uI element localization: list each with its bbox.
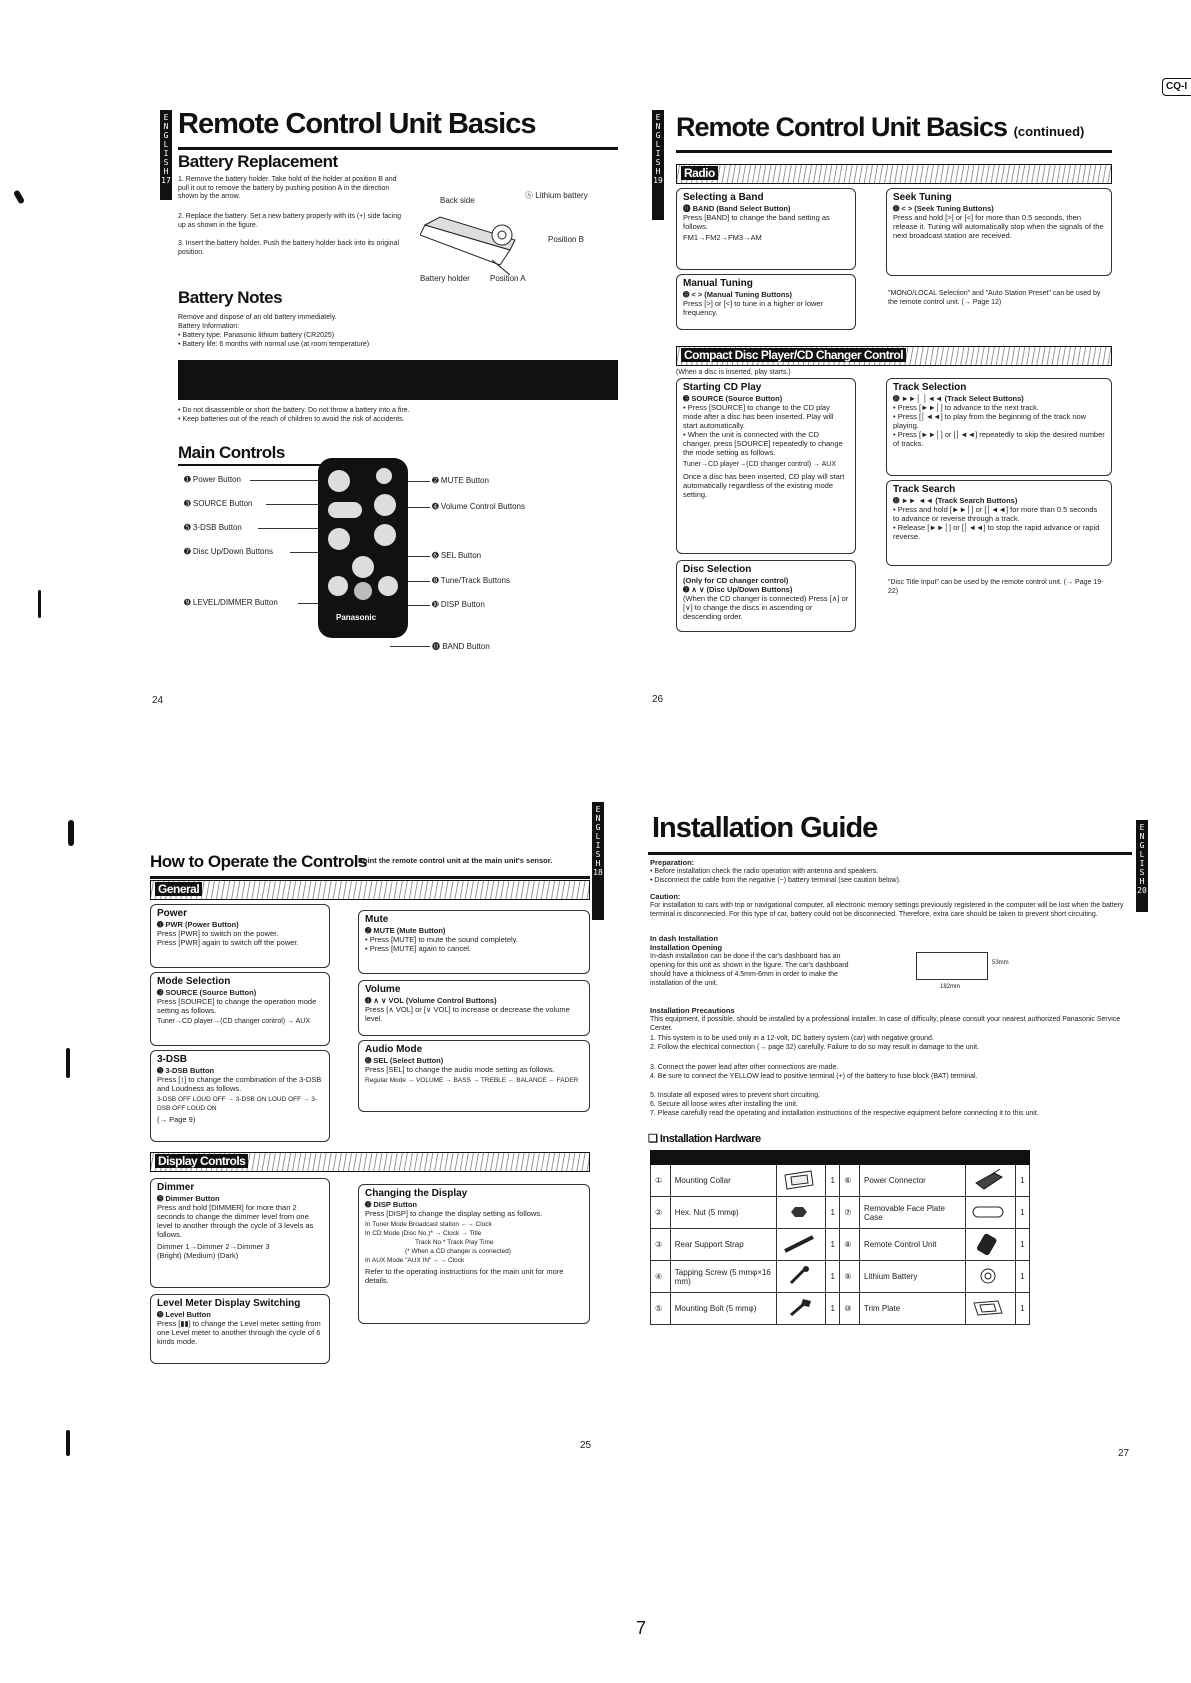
mute-bullet-1: • Press [MUTE] to mute the sound completely. bbox=[365, 935, 518, 944]
position-b-label: Position B bbox=[548, 235, 585, 244]
dsb-page-ref: (→ Page 9) bbox=[157, 1115, 196, 1124]
hw-num: ⑩ bbox=[840, 1293, 860, 1325]
hw-image-screw bbox=[776, 1261, 826, 1293]
starting-cd-sub: ➌ SOURCE (Source Button) bbox=[683, 394, 783, 403]
mute-bullet-2: • Press [MUTE] again to cancel. bbox=[365, 944, 471, 953]
hw-name: Trim Plate bbox=[860, 1293, 966, 1325]
caution-heading: Caution: bbox=[650, 892, 681, 901]
mute-title: Mute bbox=[365, 914, 389, 925]
battery-replacement-heading: Battery Replacement bbox=[178, 152, 338, 171]
button-tune-right bbox=[378, 576, 398, 596]
hw-image-strap bbox=[776, 1229, 826, 1261]
hw-qty: 1 bbox=[826, 1197, 840, 1229]
select-band-body: Press [BAND] to change the band setting as follows. bbox=[683, 213, 830, 231]
starting-cd-bullet-1: • Press [SOURCE] to change to the CD play mode after a disc has been inserted. Play will start automatically. bbox=[683, 403, 834, 430]
battery-step-2: 2. Replace the battery. Set a new battery properly with its (+) side facing up as shown in the figure. bbox=[178, 213, 402, 229]
battery-type: • Battery type: Panasonic lithium battery (CR2025) bbox=[178, 332, 335, 339]
button-vol-up bbox=[374, 494, 396, 516]
precaution-3: 3. Connect the power lead after other connections are made. bbox=[650, 1064, 839, 1071]
hw-qty: 1 bbox=[826, 1165, 840, 1197]
hw-qty: 1 bbox=[1015, 1261, 1029, 1293]
page-title: How to Operate the Controls bbox=[150, 852, 367, 871]
manual-tuning-sub: ➑ < > (Manual Tuning Buttons) bbox=[683, 290, 793, 299]
battery-holder-label: Battery holder bbox=[420, 274, 470, 283]
label-volume-buttons: ➍ Volume Control Buttons bbox=[432, 502, 525, 511]
label-disp-button: ➓ DISP Button bbox=[432, 600, 485, 609]
seek-tuning-body: Press and hold [>] or [<] for more than 0.5 seconds, then release it. Tuning will automatically stop when the signals of the next broadcast station are received. bbox=[893, 213, 1104, 240]
track-selection-bullet-3: • Press [►►│] or [│◄◄] repeatedly to skip the desired number of tracks. bbox=[893, 430, 1105, 448]
hardware-table bbox=[650, 1150, 1030, 1325]
dimmer-seq-1: Dimmer 1→Dimmer 2→Dimmer 3 bbox=[157, 1242, 270, 1251]
power-line-2: Press [PWR] again to switch off the power. bbox=[157, 938, 299, 947]
precaution-1: 1. This system is to be used only in a 12-volt, DC battery system (car) with negative ground. bbox=[650, 1035, 934, 1042]
audio-mode-title: Audio Mode bbox=[365, 1044, 423, 1055]
starting-cd-after: Once a disc has been inserted, CD play will start automatically regardless of the existing mode setting. bbox=[683, 472, 845, 499]
hw-image-trim bbox=[966, 1293, 1016, 1325]
volume-box bbox=[358, 980, 590, 1036]
precaution-2: 2. Follow the electrical connection (→ page 32) carefully. Failure to do so may result in damage to the unit. bbox=[650, 1044, 980, 1051]
select-band-sub: ⓫ BAND (Band Select Button) bbox=[683, 204, 791, 213]
hw-image-bolt bbox=[776, 1293, 826, 1325]
corner-tag: CQ-I bbox=[1162, 78, 1191, 96]
warning-bar bbox=[178, 360, 618, 400]
table-row bbox=[651, 1229, 1030, 1261]
disc-selection-box bbox=[676, 560, 856, 632]
dimmer-title: Dimmer bbox=[157, 1182, 195, 1193]
battery-caution-1: • Do not disassemble or short the battery. Do not throw a battery into a fire. bbox=[178, 407, 410, 414]
title-rule bbox=[150, 876, 590, 879]
leader-line bbox=[408, 481, 430, 482]
page-number: 27 bbox=[1118, 1448, 1130, 1459]
precautions-heading: Installation Precautions bbox=[650, 1006, 735, 1015]
dsb-title: 3-DSB bbox=[157, 1054, 188, 1065]
mute-sub: ➋ MUTE (Mute Button) bbox=[365, 926, 446, 935]
leader-line bbox=[408, 507, 430, 508]
starting-cd-title: Starting CD Play bbox=[683, 382, 762, 393]
precautions-intro: This equipment, if possible, should be installed by a professional installer. In case of difficulty, please consult your nearest authorized Panasonic Service Center. bbox=[650, 1016, 1121, 1032]
hw-num: ④ bbox=[651, 1261, 671, 1293]
title-rule bbox=[676, 150, 1112, 153]
hw-qty: 1 bbox=[1015, 1229, 1029, 1261]
page-number: 24 bbox=[152, 695, 164, 706]
track-selection-title: Track Selection bbox=[893, 382, 967, 393]
disc-selection-body: (When the CD changer is connected) Press [∧] or [∨] to change the discs in ascending or descending order. bbox=[683, 594, 849, 621]
seek-tuning-sub: ➑ < > (Seek Tuning Buttons) bbox=[893, 204, 994, 213]
label-sel-button: ➏ SEL Button bbox=[432, 551, 482, 560]
binder-mark bbox=[13, 189, 25, 204]
track-search-box bbox=[886, 480, 1112, 566]
hw-num: ③ bbox=[651, 1229, 671, 1261]
opening-heading: Installation Opening bbox=[650, 943, 723, 952]
preparation-1: • Before installation check the radio operation with antenna and speakers. bbox=[650, 868, 879, 875]
track-search-title: Track Search bbox=[893, 484, 956, 495]
hw-image-battery bbox=[966, 1261, 1016, 1293]
page-24 bbox=[150, 100, 620, 750]
label-source-button: ➌ SOURCE Button bbox=[184, 499, 253, 508]
track-selection-bullet-1: • Press [►►│] to advance to the next track. bbox=[893, 403, 1039, 412]
hw-name: Mounting Collar bbox=[670, 1165, 776, 1197]
hw-name: Hex. Nut (5 mmφ) bbox=[670, 1197, 776, 1229]
hw-image-collar bbox=[776, 1165, 826, 1197]
hw-num: ① bbox=[651, 1165, 671, 1197]
hw-num: ⑨ bbox=[840, 1261, 860, 1293]
page-title: Installation Guide bbox=[652, 812, 878, 844]
hw-image-nut bbox=[776, 1197, 826, 1229]
dsb-seq: 3-DSB OFF LOUD OFF → 3-DSB ON LOUD OFF → 3-DSB OFF LOUD ON bbox=[157, 1096, 317, 1112]
volume-title: Volume bbox=[365, 984, 401, 995]
audio-mode-body: Press [SEL] to change the audio mode setting as follows. bbox=[365, 1065, 555, 1074]
mode-selection-box bbox=[150, 972, 330, 1046]
hw-name: Removable Face Plate Case bbox=[860, 1197, 966, 1229]
battery-holder-illustration bbox=[420, 205, 550, 275]
dimmer-body: Press and hold [DIMMER] for more than 2 seconds to change the dimmer level from one level to another through the cycle of 3 levels as follows. bbox=[157, 1203, 314, 1239]
label-level-dimmer: ➒ LEVEL/DIMMER Button bbox=[184, 598, 278, 607]
mute-box bbox=[358, 910, 590, 974]
mode-selection-seq: Tuner→CD player→(CD changer control) → AUX bbox=[157, 1018, 311, 1025]
manual-tuning-title: Manual Tuning bbox=[683, 278, 753, 289]
changing-display-line-1: In Tuner Mode Broadcast station ←→ Clock bbox=[365, 1221, 492, 1228]
select-band-seq: FM1→FM2→FM3→AM bbox=[683, 233, 762, 242]
page-number: 25 bbox=[580, 1440, 592, 1451]
dsb-sub: ➎ 3-DSB Button bbox=[157, 1066, 215, 1075]
hw-num: ⑤ bbox=[651, 1293, 671, 1325]
page-25 bbox=[150, 800, 620, 1460]
cd-note: (When a disc is inserted, play starts.) bbox=[676, 369, 791, 376]
dimmer-sub: ➒ Dimmer Button bbox=[157, 1194, 220, 1203]
dsb-box bbox=[150, 1050, 330, 1142]
track-selection-bullet-2: • Press [│◄◄] to play from the beginning of the track now playing. bbox=[893, 412, 1087, 430]
hardware-header-row bbox=[651, 1151, 1030, 1165]
hw-qty: 1 bbox=[826, 1293, 840, 1325]
hw-num: ⑧ bbox=[840, 1229, 860, 1261]
opening-height: 53mm bbox=[992, 960, 1009, 966]
starting-cd-seq: Tuner→CD player→(CD changer control) → AUX bbox=[683, 461, 837, 468]
leader-line bbox=[408, 605, 430, 606]
track-selection-sub: ➑ ►►│ │◄◄ (Track Select Buttons) bbox=[893, 394, 1024, 403]
starting-cd-box bbox=[676, 378, 856, 554]
button-disc bbox=[352, 556, 374, 578]
button-mute bbox=[376, 468, 392, 484]
side-tab: E N G L I S H 19 bbox=[652, 110, 664, 220]
title-rule bbox=[648, 852, 1132, 855]
precaution-6: 6. Secure all loose wires after installing the unit. bbox=[650, 1101, 798, 1108]
disc-title-note: "Disc Title Input" can be used by the remote control unit. (→ Page 19-22) bbox=[888, 579, 1104, 595]
power-sub: ➊ PWR (Power Button) bbox=[157, 920, 239, 929]
level-meter-title: Level Meter Display Switching bbox=[157, 1298, 301, 1309]
select-band-title: Selecting a Band bbox=[683, 192, 764, 203]
hw-num: ② bbox=[651, 1197, 671, 1229]
audio-mode-box bbox=[358, 1040, 590, 1112]
label-disc-updown: ➐ Disc Up/Down Buttons bbox=[184, 547, 273, 556]
page-title: Remote Control Unit Basics (continued) bbox=[676, 112, 1085, 142]
binder-mark bbox=[68, 820, 74, 846]
dimmer-seq-2: (Bright) (Medium) (Dark) bbox=[157, 1251, 239, 1260]
binder-mark bbox=[66, 1048, 70, 1078]
dimmer-box bbox=[150, 1178, 330, 1288]
disc-selection-sub2: ➐ ∧ ∨ (Disc Up/Down Buttons) bbox=[683, 585, 793, 594]
leader-line bbox=[408, 581, 430, 582]
volume-sub: ➍ ∧ ∨ VOL (Volume Control Buttons) bbox=[365, 996, 497, 1005]
track-selection-box bbox=[886, 378, 1112, 476]
mode-selection-title: Mode Selection bbox=[157, 976, 231, 987]
binder-mark bbox=[38, 590, 41, 618]
audio-mode-seq: Regular Mode → VOLUME → BASS → TREBLE ← BALANCE ← FADER bbox=[365, 1077, 579, 1084]
battery-life: • Battery life: 6 months with normal use (at room temperature) bbox=[178, 341, 370, 348]
remote-control-illustration bbox=[318, 458, 408, 638]
table-row bbox=[651, 1293, 1030, 1325]
leader-line bbox=[408, 556, 430, 557]
label-3dsb-button: ➎ 3-DSB Button bbox=[184, 523, 242, 532]
hw-qty: 1 bbox=[1015, 1165, 1029, 1197]
battery-info-label: Battery Information: bbox=[178, 323, 240, 330]
table-row bbox=[651, 1197, 1030, 1229]
changing-display-ref: Refer to the operating instructions for the main unit for more details. bbox=[365, 1267, 564, 1285]
track-search-bullet-1: • Press and hold [►►│] or [│◄◄] for more than 0.5 seconds to advance or reverse through a track. bbox=[893, 505, 1098, 523]
battery-caution-2: • Keep batteries out of the reach of children to avoid the risk of accidents. bbox=[178, 416, 405, 423]
changing-display-box bbox=[358, 1184, 590, 1324]
manual-tuning-body: Press [>] or [<] to tune in a higher or lower frequency. bbox=[683, 299, 824, 317]
remote-brand: Panasonic bbox=[336, 613, 377, 622]
hw-name: Tapping Screw (5 mmφ×16 mm) bbox=[670, 1261, 776, 1293]
label-band-button: ⓫ BAND Button bbox=[432, 642, 490, 651]
changing-display-line-4: (* When a CD changer is connected) bbox=[405, 1248, 511, 1255]
opening-width: 182mm bbox=[940, 984, 961, 990]
page-title: Remote Control Unit Basics bbox=[178, 108, 536, 140]
precaution-5: 5. Insulate all exposed wires to prevent short circuiting. bbox=[650, 1092, 821, 1099]
level-meter-box bbox=[150, 1294, 330, 1364]
button-vol-down bbox=[374, 524, 396, 546]
volume-body: Press [∧ VOL] or [∨ VOL] to increase or decrease the volume level. bbox=[365, 1005, 570, 1023]
disc-selection-title: Disc Selection bbox=[683, 564, 752, 575]
mode-selection-body: Press [SOURCE] to change the operation mode setting as follows. bbox=[157, 997, 317, 1015]
hw-name: Rear Support Strap bbox=[670, 1229, 776, 1261]
hw-image-case bbox=[966, 1197, 1016, 1229]
battery-step-3: 3. Insert the battery holder. Push the battery holder back into its original position. bbox=[178, 240, 400, 256]
side-tab: E N G L I S H 20 bbox=[1136, 820, 1148, 912]
label-tune-track: ➑ Tune/Track Buttons bbox=[432, 576, 510, 585]
hw-qty: 1 bbox=[1015, 1197, 1029, 1229]
main-controls-heading: Main Controls bbox=[178, 443, 285, 462]
hardware-heading: ❑ Installation Hardware bbox=[648, 1133, 761, 1145]
button-sel bbox=[354, 582, 372, 600]
hw-num: ⑥ bbox=[840, 1165, 860, 1197]
button-source bbox=[328, 502, 362, 518]
precaution-4: 4. Be sure to connect the YELLOW lead to positive terminal (+) of the battery to fuse block (BAT) terminal. bbox=[650, 1073, 978, 1080]
hw-name: Lithium Battery bbox=[860, 1261, 966, 1293]
seek-tuning-title: Seek Tuning bbox=[893, 192, 952, 203]
binder-mark bbox=[66, 1430, 70, 1456]
button-tune-left bbox=[328, 576, 348, 596]
power-line-1: Press [PWR] to switch on the power. bbox=[157, 929, 279, 938]
title-rule bbox=[178, 147, 618, 150]
seek-tuning-box bbox=[886, 188, 1112, 276]
battery-step-1: 1. Remove the battery holder. Take hold of the holder at position B and pull it out to remove the battery by pushing position A in the direction shown by the arrow. bbox=[178, 176, 397, 200]
dsb-body: Press [↕] to change the combination of the 3-DSB and Loudness as follows. bbox=[157, 1075, 322, 1093]
general-bar: General bbox=[150, 880, 590, 900]
label-power-button: ➊ Power Button bbox=[184, 475, 241, 484]
cd-control-bar: Compact Disc Player/CD Changer Control bbox=[676, 346, 1112, 366]
level-meter-sub: ➒ Level Button bbox=[157, 1310, 211, 1319]
hw-image-remote bbox=[966, 1229, 1016, 1261]
label-mute-button: ➋ MUTE Button bbox=[432, 476, 489, 485]
page-26 bbox=[648, 106, 1168, 766]
hw-qty: 1 bbox=[826, 1261, 840, 1293]
audio-mode-sub: ➏ SEL (Select Button) bbox=[365, 1056, 444, 1065]
lithium-label: Ⓢ Lithium battery bbox=[525, 191, 588, 200]
point-note: Point the remote control unit at the main unit's sensor. bbox=[358, 856, 553, 865]
table-row bbox=[651, 1261, 1030, 1293]
power-title: Power bbox=[157, 908, 188, 919]
changing-display-body: Press [DISP] to change the display setting as follows. bbox=[365, 1209, 543, 1218]
side-tab: E N G L I S H 18 bbox=[592, 802, 604, 920]
hw-name: Power Connector bbox=[860, 1165, 966, 1197]
manual-tuning-box bbox=[676, 274, 856, 330]
hw-qty: 1 bbox=[826, 1229, 840, 1261]
side-tab: E N G L I S H 17 bbox=[160, 110, 172, 200]
changing-display-line-5: In AUX Mode "AUX IN" ←→ Clock bbox=[365, 1257, 465, 1264]
battery-notes-intro: Remove and dispose of an old battery immediately. bbox=[178, 314, 337, 321]
page-number: 26 bbox=[652, 694, 664, 705]
position-a-label: Position A bbox=[490, 274, 526, 283]
mono-local-note: "MONO/LOCAL Selection" and "Auto Station Preset" can be used by the remote control unit. (→ Page 12) bbox=[888, 290, 1101, 306]
changing-display-title: Changing the Display bbox=[365, 1188, 468, 1199]
power-box bbox=[150, 904, 330, 968]
hw-image-connector bbox=[966, 1165, 1016, 1197]
indash-heading: In dash Installation bbox=[650, 934, 718, 943]
mode-selection-sub: ➌ SOURCE (Source Button) bbox=[157, 988, 257, 997]
radio-bar: Radio bbox=[676, 164, 1112, 184]
select-band-box bbox=[676, 188, 856, 270]
hw-qty: 1 bbox=[1015, 1293, 1029, 1325]
preparation-heading: Preparation: bbox=[650, 858, 695, 867]
disc-selection-sub1: (Only for CD changer control) bbox=[683, 576, 789, 585]
hw-name: Remote Control Unit bbox=[860, 1229, 966, 1261]
caution-body: For installation to cars with trip or navigational computer, all electronic memory settings previously registered in the computer will be lost when the battery terminal is disconnected. For this type of car, battery could not be disconnected. Therefore, extra care should be taken to prevent short circuiting. bbox=[650, 902, 1124, 918]
page-footer: 7 bbox=[636, 1618, 647, 1638]
track-search-bullet-2: • Release [►►│] or [│◄◄] to stop the rapid advance or rapid reverse. bbox=[893, 523, 1100, 541]
back-side-label: Back side bbox=[440, 196, 475, 205]
precaution-7: 7. Please carefully read the operating and installation instructions of the respective equipment before connecting it to this unit. bbox=[650, 1110, 1039, 1117]
track-search-sub: ➑ ►► ◄◄ (Track Search Buttons) bbox=[893, 496, 1018, 505]
page-27 bbox=[648, 800, 1168, 1460]
opening-diagram bbox=[916, 952, 988, 980]
starting-cd-bullet-2: • When the unit is connected with the CD changer, press [SOURCE] repeatedly to change the mode setting as follows. bbox=[683, 430, 843, 457]
preparation-2: • Disconnect the cable from the negative (−) battery terminal (see caution below). bbox=[650, 877, 901, 884]
opening-body: In-dash installation can be done if the car's dashboard has an opening for this unit as shown in the figure. The car's dashboard should have a thickness of 4.5mm-6mm in order to make the installation of the unit. bbox=[650, 953, 849, 987]
display-controls-bar: Display Controls bbox=[150, 1152, 590, 1172]
changing-display-sub: ➓ DISP Button bbox=[365, 1200, 417, 1209]
table-row bbox=[651, 1165, 1030, 1197]
hw-num: ⑦ bbox=[840, 1197, 860, 1229]
battery-notes-heading: Battery Notes bbox=[178, 288, 283, 307]
leader-line bbox=[390, 646, 430, 647]
changing-display-line-2: In CD Mode (Disc No.)* → Clock → Title bbox=[365, 1230, 482, 1237]
button-3dsb bbox=[328, 528, 350, 550]
changing-display-line-3: Track No.* Track Play Time bbox=[415, 1239, 494, 1246]
button-power bbox=[328, 470, 350, 492]
main-controls-rule bbox=[178, 464, 323, 466]
level-meter-body: Press [▮▮] to change the Level meter setting from one Level meter to another through the cycle of 6 kinds mode. bbox=[157, 1319, 321, 1346]
hw-name: Mounting Bolt (5 mmφ) bbox=[670, 1293, 776, 1325]
